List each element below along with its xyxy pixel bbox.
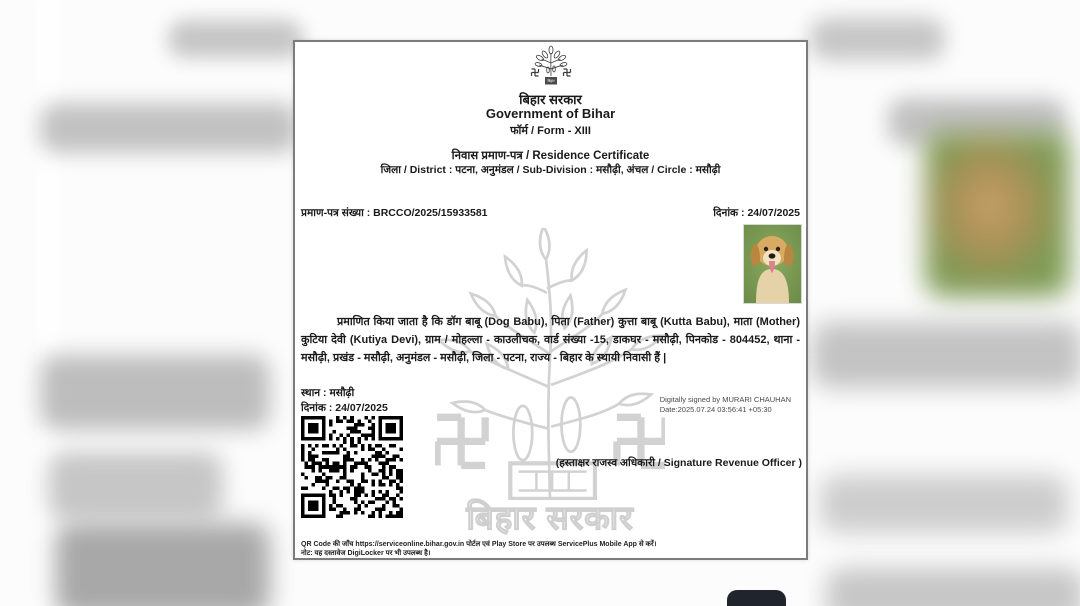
- bottom-sheet-handle[interactable]: [727, 590, 786, 606]
- bihar-government-emblem-icon: [525, 45, 577, 91]
- residence-certificate-page: [293, 40, 808, 560]
- qr-verification-note: QR Code की जाँच https://serviceonline.bihar.gov.in पोर्टल एवं Play Store पर उपलब्ध ServicePlus Mobile App से करें।: [301, 541, 657, 548]
- form-number-line: फॉर्म / Form - XIII: [510, 125, 591, 137]
- backdrop-blurred-dog-photo: [925, 132, 1070, 297]
- backdrop-blur-blob: [810, 18, 945, 60]
- certificate-meta-row: [301, 206, 800, 220]
- qr-code: [301, 416, 403, 518]
- backdrop-blur-blob: [812, 322, 1080, 388]
- government-name-english: Government of Bihar: [485, 106, 616, 121]
- backdrop-blur-blob: [40, 103, 298, 153]
- backdrop-blur-blob: [40, 355, 270, 430]
- district-subdivision-circle-line: जिला / District : पटना, अनुमंडल / Sub-Division : मसौढ़ी, अंचल / Circle : मसौढ़ी: [380, 164, 721, 176]
- issue-date-line: दिनांक : 24/07/2025: [301, 402, 388, 414]
- applicant-photo: [744, 225, 801, 303]
- digital-signature-line1: Digitally signed by MURARI CHAUHAN: [659, 395, 791, 404]
- certificate-body-text: प्रमाणित किया जाता है कि डॉग बाबू (Dog Babu), पिता (Father) कुत्ता बाबू (Kutta Babu), माता (Mother) कुटिया देवी (Kutiya Devi), ग्राम / मोहल्ला - काउलीचक, वार्ड संख्या -15, डाकघर - मसौढ़ी, पिनकोड - 804452, थाना - मसौढ़ी, प्रखंड - मसौढ़ी, अनुमंडल - मसौढ़ी, जिला - पटना, राज्य - बिहार के स्थायी निवासी हैं |: [301, 316, 800, 364]
- certificate-number: प्रमाण-पत्र संख्या : BRCCO/2025/15933581: [301, 207, 488, 219]
- backdrop-blur-blob: [826, 568, 1080, 606]
- watermark-caption: बिहार सरकार: [466, 499, 634, 536]
- certificate-date: दिनांक : 24/07/2025: [713, 207, 800, 219]
- digital-signature-line2: Date:2025.07.24 03:56:41 +05:30: [659, 404, 772, 414]
- place-line: स्थान : मसौढ़ी: [301, 387, 355, 399]
- government-name-hindi: बिहार सरकार: [519, 92, 582, 107]
- backdrop-blur-blob: [820, 475, 1068, 533]
- certificate-title: निवास प्रमाण-पत्र / Residence Certificate: [451, 150, 650, 162]
- backdrop-blur-blob: [168, 20, 303, 58]
- emblem-plaque-text: बिहार: [546, 79, 555, 83]
- digilocker-note: नोट: यह दस्तावेज DigiLocker पर भी उपलब्ध है।: [301, 549, 431, 557]
- backdrop-blur-blob: [48, 452, 223, 520]
- bihar-emblem-watermark: [435, 228, 665, 550]
- backdrop-blur-blob: [55, 523, 270, 606]
- signature-revenue-officer-line: (हस्ताक्षर राजस्व अधिकारी / Signature Revenue Officer ): [555, 457, 802, 469]
- certificate-footer-notes: [301, 541, 800, 558]
- digital-signature-block: [660, 395, 791, 414]
